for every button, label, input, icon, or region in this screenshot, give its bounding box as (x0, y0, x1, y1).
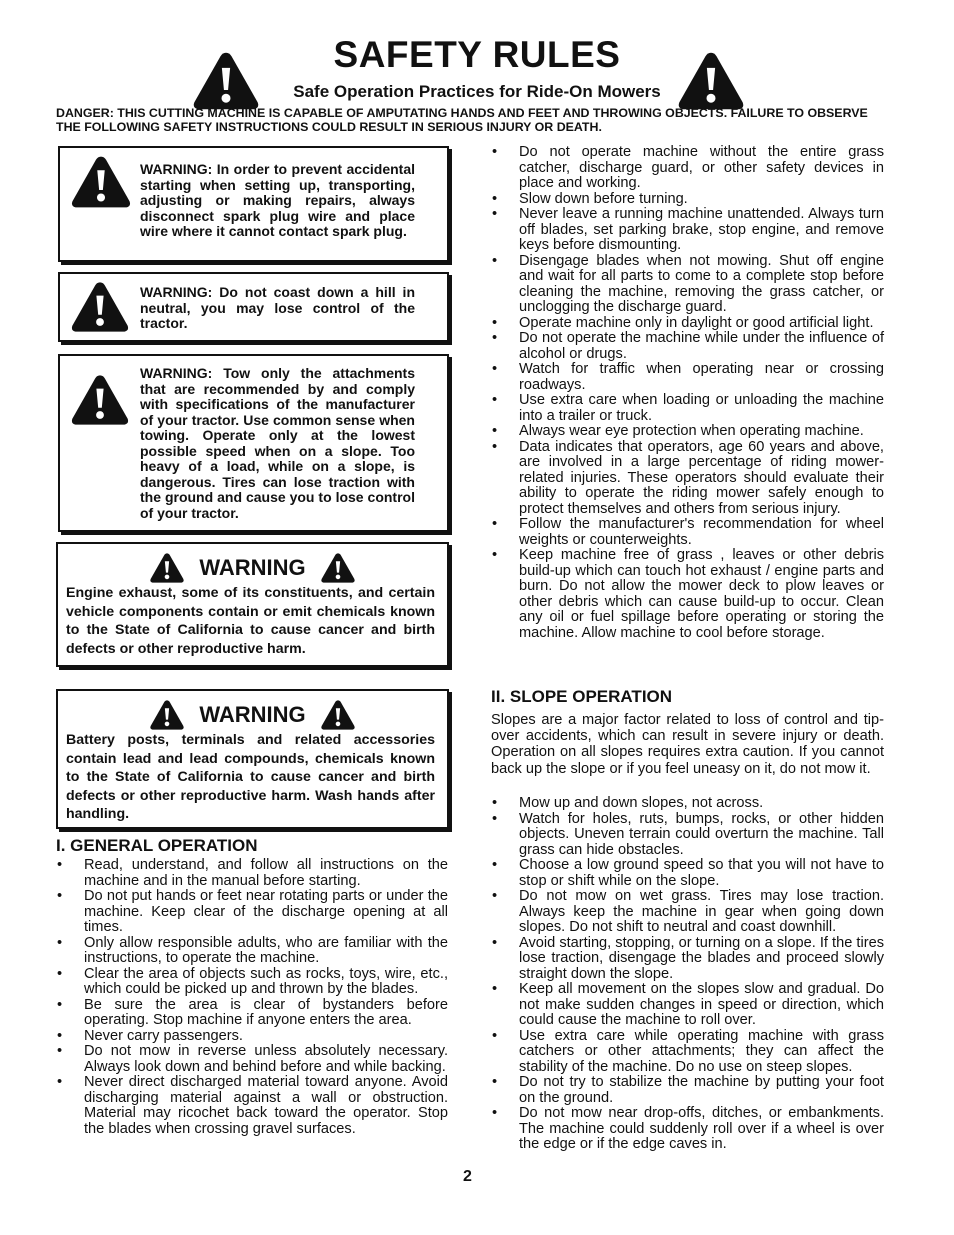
list-item: • Avoid starting, stopping, or turning on a slope. If the tires lose traction, disengage the blades and proceed slowly straight down the slope. (491, 936, 884, 983)
warning-triangle-icon (149, 552, 185, 584)
list-item: • Always wear eye protection when operating machine. (491, 424, 884, 440)
list-item: • Disengage blades when not mowing. Shut off engine and wait for all parts to come to a complete stop before cleaning the machine, removing the grass catcher, or unclogging the discharge guard. (491, 254, 884, 316)
list-item: • Data indicates that operators, age 60 years and above, are involved in a large percentage of riding mower-related injuries. These operators should evaluate their ability to operate the riding mower safely enough to protect themselves and others from serious injury. (491, 440, 884, 518)
list-item: • Watch for holes, ruts, bumps, rocks, or other hidden objects. Uneven terrain could overturn the machine. Tall grass can hide obstacles. (491, 812, 884, 859)
general-operation-list-continued (491, 145, 884, 641)
list-item: • Use extra care when loading or unloading the machine into a trailer or truck. (491, 393, 884, 424)
list-item: • Do not mow near drop-offs, ditches, or embankments. The machine could suddenly roll over if a wheel is over the edge or if the edge caves in. (491, 1106, 884, 1153)
warning-triangle-icon (320, 552, 356, 584)
list-item: • Only allow responsible adults, who are familiar with the instructions, to operate the machine. (56, 936, 448, 967)
list-item: • Do not try to stabilize the machine by putting your foot on the ground. (491, 1075, 884, 1106)
section-heading-general: I. GENERAL OPERATION (56, 836, 258, 855)
warning-triangle-icon (320, 699, 356, 731)
list-item: • Keep all movement on the slopes slow and gradual. Do not make sudden changes in speed or direction, which could cause the machine to roll over. (491, 982, 884, 1029)
list-item: • Read, understand, and follow all instructions on the machine and in the manual before starting. (56, 858, 448, 889)
list-item: • Do not operate machine without the entire grass catcher, discharge guard, or other safety devices in place and working. (491, 145, 884, 192)
warning-box-towing (58, 354, 449, 532)
danger-statement: DANGER: THIS CUTTING MACHINE IS CAPABLE OF AMPUTATING HANDS AND FEET AND THROWING OBJECTS. FAILURE TO OBSERVE THE FOLLOWING SAFETY INSTRUCTIONS COULD RESULT IN SERIOUS INJURY OR DEATH. (56, 106, 868, 134)
california-warning-exhaust (56, 542, 449, 667)
list-item: • Follow the manufacturer's recommendation for wheel weights or counterweights. (491, 517, 884, 548)
list-item: • Mow up and down slopes, not across. (491, 796, 884, 812)
slope-intro: Slopes are a major factor related to loss of control and tip-over accidents, which can result in severe injury or death. Operation on all slopes requires extra caution. If you cannot back up the slope or if you feel uneasy on it, do not mow it. (491, 712, 884, 777)
list-item: • Do not mow in reverse unless absolutely necessary. Always look down and behind before and while backing. (56, 1044, 448, 1075)
list-item: • Operate machine only in daylight or good artificial light. (491, 316, 884, 332)
warning-text: WARNING: In order to prevent accidental starting when setting up, transporting, adjusting or making repairs, always disconnect spark plug wire and place wire where it cannot contact spark plug. (140, 161, 415, 239)
warning-triangle-icon (149, 699, 185, 731)
warning-triangle-icon (70, 372, 130, 428)
page-number: 2 (463, 1168, 472, 1185)
list-item: • Be sure the area is clear of bystanders before operating. Stop machine if anyone enters the area. (56, 998, 448, 1029)
section-heading-slope: II. SLOPE OPERATION (491, 687, 673, 706)
warning-text: Battery posts, terminals and related accessories contain lead and lead compounds, chemicals known to the State of California to cause cancer and birth defects or other reproductive harm. Wash hands after handling. (66, 732, 435, 823)
list-item: • Slow down before turning. (491, 192, 884, 208)
page-subtitle: Safe Operation Practices for Ride-On Mowers (293, 82, 661, 101)
california-warning-battery (56, 689, 449, 829)
warning-triangle-icon (70, 154, 132, 210)
slope-operation-list (491, 796, 884, 1153)
list-item: • Watch for traffic when operating near or crossing roadways. (491, 362, 884, 393)
list-item: • Clear the area of objects such as rocks, toys, wire, etc., which could be picked up and thrown by the blades. (56, 967, 448, 998)
warning-heading: WARNING (199, 702, 306, 727)
list-item: • Never direct discharged material toward anyone. Avoid discharging material against a wall or obstruction. Material may ricochet back toward the operator. Stop the blades when crossing gravel surfaces. (56, 1075, 448, 1137)
list-item: • Do not mow on wet grass. Tires may lose traction. Always keep the machine in gear when going down slopes. Do not shift to neutral and coast downhill. (491, 889, 884, 936)
warning-text: WARNING: Do not coast down a hill in neutral, you may lose control of the tractor. (140, 284, 415, 331)
list-item: • Choose a low ground speed so that you will not have to stop or shift while on the slope. (491, 858, 884, 889)
warning-text: Engine exhaust, some of its constituents, and certain vehicle components contain or emit chemicals known to the State of California to cause cancer and birth defects or other reproductive harm. (66, 585, 435, 657)
warning-heading: WARNING (199, 555, 306, 580)
general-operation-list (56, 858, 448, 1137)
page-title: SAFETY RULES (333, 34, 621, 75)
warning-box-spark-plug (58, 146, 449, 262)
list-item: • Use extra care while operating machine with grass catchers or other attachments; they can affect the stability of the machine. Do no use on steep slopes. (491, 1029, 884, 1076)
list-item: • Never carry passengers. (56, 1029, 448, 1045)
list-item: • Do not operate the machine while under the influence of alcohol or drugs. (491, 331, 884, 362)
list-item: • Do not put hands or feet near rotating parts or under the machine. Keep clear of the discharge opening at all times. (56, 889, 448, 936)
warning-text: WARNING: Tow only the attachments that are recommended by and comply with specifications of the manufacturer of your tractor. Use common sense when towing. Operate only at the lowest possible speed when on a slope. Too heavy of a load, while on a slope, is dangerous. Tires can lose traction with the ground and cause you to lose control of your tractor. (140, 365, 415, 521)
warning-box-coast-hill (58, 272, 449, 342)
list-item: • Keep machine free of grass , leaves or other debris build-up which can touch hot exhaust / engine parts and burn. Do not allow the mower deck to plow leaves or other debris which can cause build-up to occur. Clean any oil or fuel spillage before operating or storing the machine. Allow machine to cool before storage. (491, 548, 884, 641)
list-item: • Never leave a running machine unattended. Always turn off blades, set parking brake, stop engine, and remove keys before dismounting. (491, 207, 884, 254)
warning-triangle-icon (70, 280, 130, 334)
